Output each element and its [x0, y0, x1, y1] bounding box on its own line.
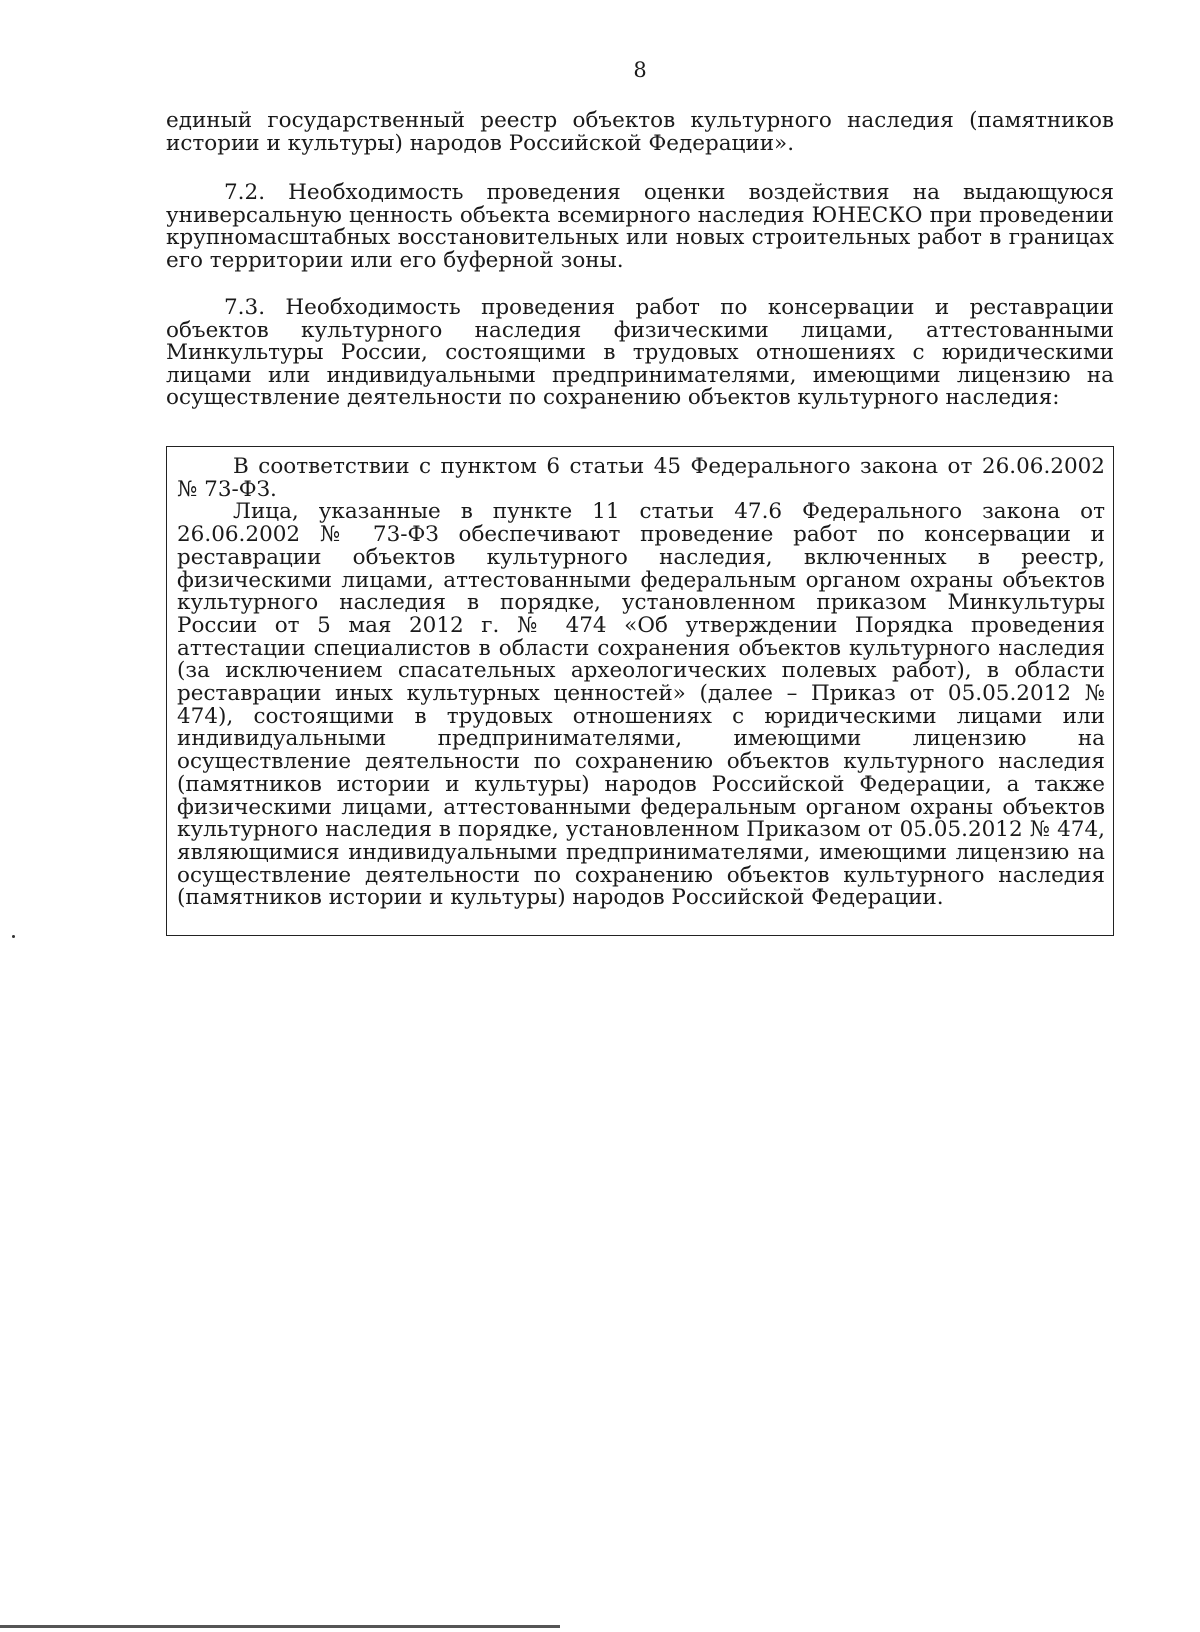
continued-paragraph: единый государственный реестр объектов культурного наследия (памятников истории и культуры) народов Российской Федерации».: [166, 108, 1114, 156]
scan-bottom-edge: [0, 1625, 560, 1628]
legal-note-box: [166, 446, 1114, 936]
paragraph-7-3: 7.3. Необходимость проведения работ по консервации и реставрации объектов культурного наследия физическими лицами, аттестованными Минкультуры России, состоящими в трудовых отношениях с юридическими лицами или индивидуальными предпринимателями, имеющими лицензию на осуществление деятельности по сохранению объектов культурного наследия:: [166, 295, 1114, 410]
note-paragraph-2: Лица, указанные в пункте 11 статьи 47.6 Федерального закона от 26.06.2002 № 73-ФЗ обеспечивают проведение работ по консервации и реставрации объектов культурного наследия, включенных в реестр, физическими лицами, аттестованными федеральным органом охраны объектов культурного наследия в порядке, установленном приказом Минкультуры России от 5 мая 2012 г. № 474 «Об утверждении Порядка проведения аттестации специалистов в области сохранения объектов культурного наследия (за исключением спасательных археологических полевых работ), в области реставрации иных культурных ценностей» (далее – Приказ от 05.05.2012 № 474), состоящими в трудовых отношениях с юридическими лицами или индивидуальными предпринимателями, имеющими лицензию на осуществление деятельности по сохранению объектов культурного наследия (памятников истории и культуры) народов Российской Федерации, а также физическими лицами, аттестованными федеральным органом охраны объектов культурного наследия в порядке, установленном Приказом от 05.05.2012 № 474, являющимися индивидуальными предпринимателями, имеющими лицензию на осуществление деятельности по сохранению объектов культурного наследия (памятников истории и культуры) народов Российской Федерации.: [177, 499, 1105, 911]
page-number: 8: [633, 58, 647, 82]
paragraph-7-2: 7.2. Необходимость проведения оценки воздействия на выдающуюся универсальную ценность объекта всемирного наследия ЮНЕСКО при проведении крупномасштабных восстановительных или новых строительных работ в границах его территории или его буферной зоны.: [166, 180, 1114, 273]
note-paragraph-1: В соответствии с пунктом 6 статьи 45 Федерального закона от 26.06.2002 № 73-ФЗ.: [177, 454, 1105, 502]
scan-speck: [12, 935, 15, 938]
